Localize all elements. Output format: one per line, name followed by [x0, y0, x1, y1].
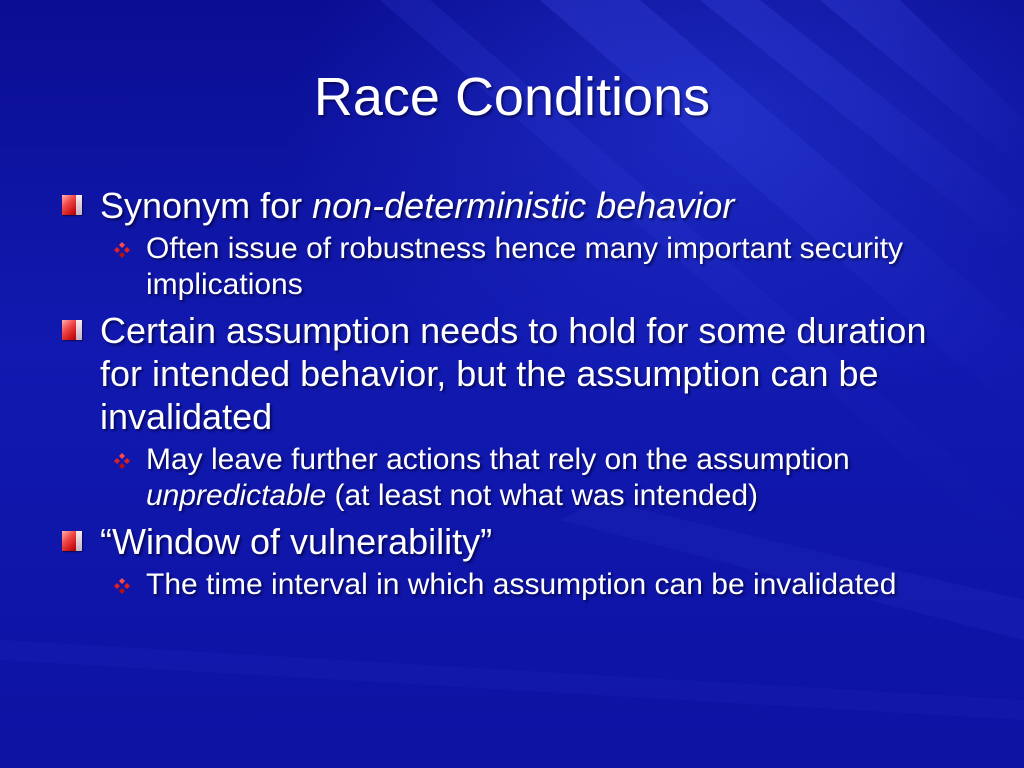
red-diamond-cluster-bullet-icon — [113, 241, 131, 259]
sub-bullet-text-italic: unpredictable — [146, 479, 327, 512]
bullet-text: Certain assumption needs to hold for some duration for intended behavior, but the assumption can be invalidated — [100, 310, 927, 437]
red-square-bullet-icon — [62, 320, 82, 340]
red-diamond-cluster-bullet-icon — [113, 452, 131, 470]
sub-bullet-text: May leave further actions that rely on the assumption — [146, 443, 850, 476]
bullet-text: “Window of vulnerability” — [100, 521, 493, 562]
slide-title: Race Conditions — [313, 67, 711, 127]
sub-bullet-text: Often issue of robustness hence many important security implications — [146, 232, 904, 301]
bullet-item-3 — [58, 520, 968, 563]
bullet-text: Synonym for — [100, 185, 313, 226]
bullet-list — [58, 184, 968, 603]
red-square-bullet-icon — [62, 531, 82, 551]
sub-bullet-item-1-1 — [58, 231, 968, 303]
bullet-item-2 — [58, 309, 968, 438]
sub-bullet-item-3-1 — [58, 567, 968, 603]
sub-bullet-text-after: (at least not what was intended) — [326, 479, 759, 512]
red-diamond-cluster-bullet-icon — [113, 577, 131, 595]
sub-bullet-item-2-1 — [58, 442, 968, 514]
bullet-text-italic: non-deterministic behavior — [312, 185, 735, 226]
bullet-item-1 — [58, 184, 968, 227]
sub-bullet-text: The time interval in which assumption can be invalidated — [146, 568, 897, 601]
red-square-bullet-icon — [62, 195, 82, 215]
